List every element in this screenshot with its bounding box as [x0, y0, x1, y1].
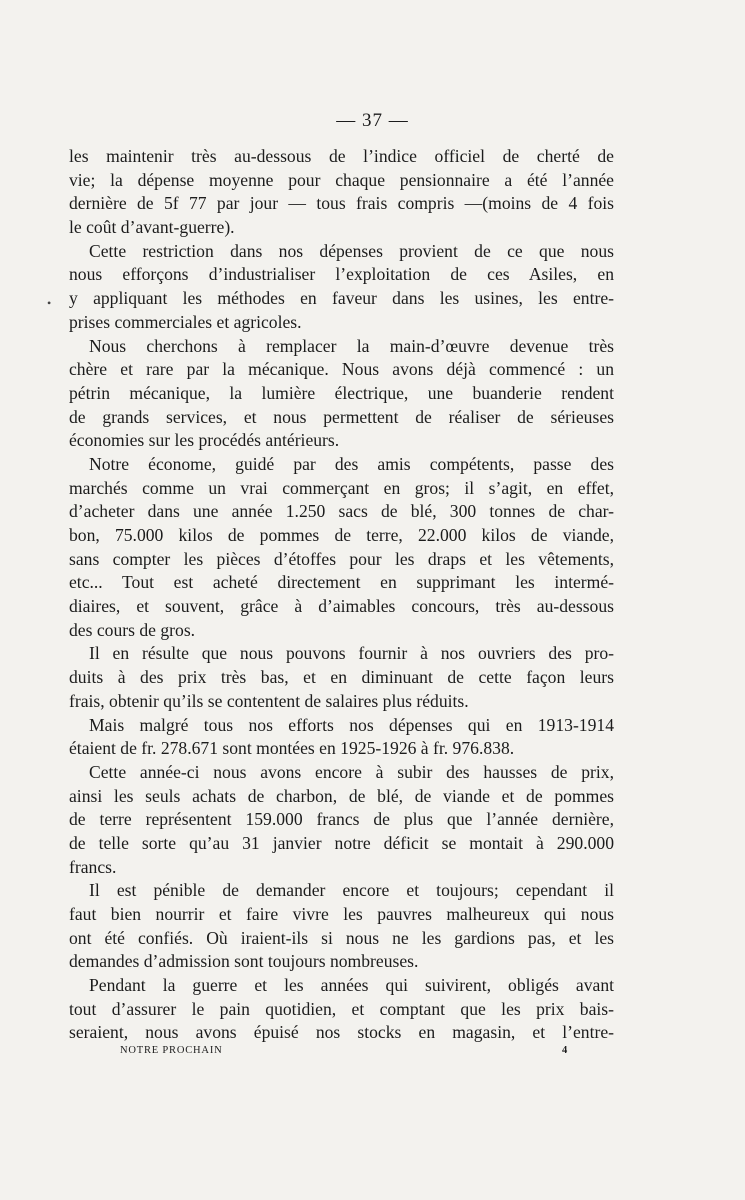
text-line: faut bien nourrir et faire vivre les pauvres malheureux qui nous	[69, 904, 614, 924]
text-line: Mais malgré tous nos efforts nos dépenses qui en 1913-1914	[89, 714, 614, 735]
text-line: ainsi les seuls achats de charbon, de blé, de viande et de pommes	[69, 785, 614, 806]
text-line: bon, 75.000 kilos de pommes de terre, 22.000 kilos de viande,	[69, 525, 614, 545]
text-line: tout d’assurer le pain quotidien, et comptant que les prix bais-	[69, 998, 614, 1019]
text-line: diaires, et souvent, grâce à d’aimables concours, très au-dessous	[69, 596, 614, 617]
text-line: ont été confiés. Où iraient-ils si nous ne les gardions pas, et les	[69, 927, 614, 948]
text-line: des cours de gros.	[69, 619, 196, 640]
text-line: de terre représentent 159.000 francs de plus que l’année dernière,	[69, 809, 614, 830]
text-line: duits à des prix très bas, et en diminuant de cette façon leurs	[69, 667, 614, 688]
signature-mark: 4	[562, 1045, 569, 1056]
margin-mark: •	[47, 296, 52, 310]
text-line: de grands services, et nous permettent de réaliser de sérieuses	[69, 406, 614, 427]
text-line: marchés comme un vrai commerçant en gros; il s’agit, en effet,	[69, 477, 614, 498]
text-line: Cette restriction dans nos dépenses provient de ce que nous	[89, 240, 614, 261]
text-line: nous efforçons d’industrialiser l’exploitation de ces Asiles, en	[69, 264, 614, 285]
text-line: Il en résulte que nous pouvons fournir à nos ouvriers des pro-	[89, 643, 614, 664]
text-line: sans compter les pièces d’étoffes pour les draps et les vêtements,	[69, 548, 614, 569]
text-line: vie; la dépense moyenne pour chaque pensionnaire a été l’année	[69, 169, 614, 190]
text-line: Pendant la guerre et les années qui suivirent, obligés avant	[89, 975, 614, 996]
text-line: dernière de 5f 77 par jour — tous frais compris —(moins de 4 fois	[69, 193, 614, 214]
text-line: prises commerciales et agricoles.	[69, 311, 302, 332]
text-line: Notre économe, guidé par des amis compétents, passe des	[89, 453, 614, 474]
text-line: de telle sorte qu’au 31 janvier notre déficit se montait à 290.000	[69, 832, 614, 853]
text-line: d’acheter dans une année 1.250 sacs de blé, 300 tonnes de char-	[69, 501, 614, 522]
text-line: seraient, nous avons épuisé nos stocks en magasin, et l’entre-	[69, 1022, 614, 1043]
text-line: économies sur les procédés antérieurs.	[69, 430, 340, 451]
text-line: frais, obtenir qu’ils se contentent de salaires plus réduits.	[69, 690, 469, 711]
text-line: chère et rare par la mécanique. Nous avons déjà commencé : un	[69, 359, 614, 380]
text-line: francs.	[69, 856, 117, 877]
text-line: Nous cherchons à remplacer la main-d’œuvre devenue très	[89, 335, 614, 356]
text-line: le coût d’avant-guerre).	[69, 217, 235, 238]
text-line: demandes d’admission sont toujours nombreuses.	[69, 951, 419, 972]
text-line: étaient de fr. 278.671 sont montées en 1925-1926 à fr. 976.838.	[69, 738, 515, 759]
text-line: etc... Tout est acheté directement en supprimant les intermé-	[69, 572, 614, 593]
text-line: les maintenir très au-dessous de l’indice officiel de cherté de	[69, 146, 614, 166]
text-line: Cette année-ci nous avons encore à subir des hausses de prix,	[89, 761, 614, 782]
body-text	[69, 145, 614, 1045]
page-number: — 37 —	[336, 110, 409, 131]
footer-title: NOTRE PROCHAIN	[120, 1045, 223, 1056]
text-line: Il est pénible de demander encore et toujours; cependant il	[89, 880, 614, 901]
text-line: pétrin mécanique, la lumière électrique, une buanderie rendent	[69, 382, 614, 403]
text-line: y appliquant les méthodes en faveur dans les usines, les entre-	[69, 288, 614, 309]
